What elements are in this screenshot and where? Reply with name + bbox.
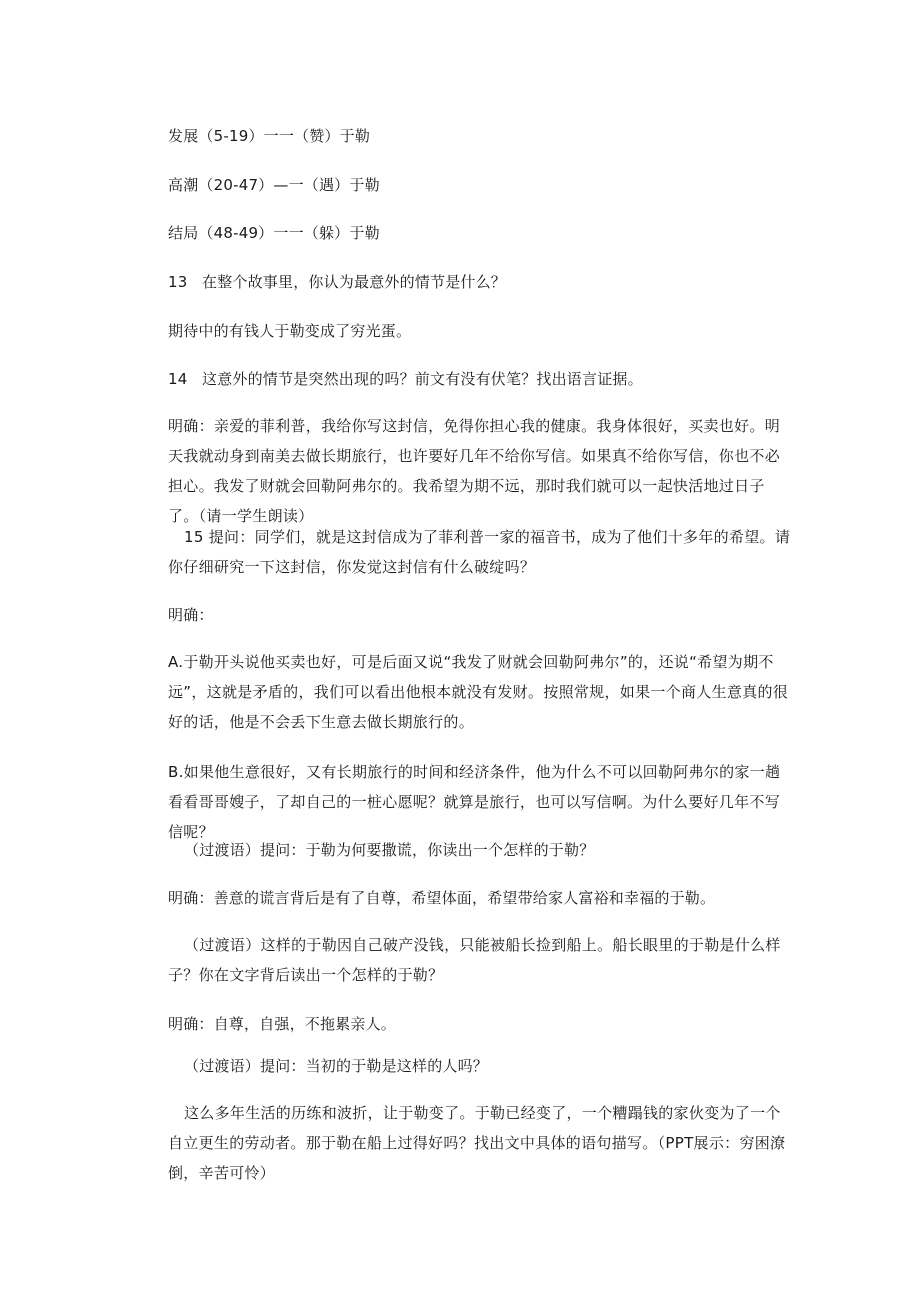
answer-15-point-a: A.于勒开头说他买卖也好，可是后面又说“我发了财就会回勒阿弗尔”的，还说“希望为期不远”，这就是矛盾的，我们可以看出他根本就没有发财。按照常规，如果一个商人生意真的很好的话，他是不会丢下生意去做长期旅行的。 bbox=[168, 653, 789, 731]
question-text: 这意外的情节是突然出现的吗？前文有没有伏笔？找出语言证据。 bbox=[202, 370, 643, 388]
question-14 bbox=[168, 369, 643, 389]
question-number: 14 bbox=[168, 370, 188, 388]
answer-15-label: 明确： bbox=[168, 606, 214, 624]
transition-3-question: （过渡语）提问：当初的于勒是这样的人吗？ bbox=[184, 1057, 489, 1075]
outline-ending: 结局（48-49）一一（躲）于勒 bbox=[168, 224, 380, 242]
transition-3-answer: 这么多年生活的历练和波折，让于勒变了。于勒已经变了，一个糟蹋钱的家伙变为了一个自立更生的劳动者。那于勒在船上过得好吗？找出文中具体的语句描写。（PPT展示：穷困潦倒，辛苦可怜） bbox=[168, 1104, 786, 1182]
answer-15-point-b: B.如果他生意很好，又有长期旅行的时间和经济条件，他为什么不可以回勒阿弗尔的家一趟看看哥哥嫂子，了却自己的一桩心愿呢？就算是旅行，也可以写信啊。为什么要好几年不写信呢？ bbox=[168, 763, 781, 841]
question-15: 15 提问：同学们，就是这封信成为了菲利普一家的福音书，成为了他们十多年的希望。请你仔细研究一下这封信，你发觉这封信有什么破绽吗？ bbox=[168, 528, 791, 576]
answer-13: 期待中的有钱人于勒变成了穷光蛋。 bbox=[168, 322, 412, 340]
transition-1-answer: 明确：善意的谎言背后是有了自尊，希望体面，希望带给家人富裕和幸福的于勒。 bbox=[168, 889, 716, 907]
question-number: 13 bbox=[168, 273, 188, 291]
answer-14: 明确：亲爱的菲利普，我给你写这封信，免得你担心我的健康。我身体很好，买卖也好。明天我就动身到南美去做长期旅行，也许要好几年不给你写信。如果真不给你写信，你也不必担心。我发了财就会回勒阿弗尔的。我希望为期不远，那时我们就可以一起快活地过日子了。（请一学生朗读） bbox=[168, 417, 781, 525]
question-13 bbox=[168, 272, 506, 292]
transition-2-question: （过渡语）这样的于勒因自己破产没钱，只能被船长捡到船上。船长眼里的于勒是什么样子？你在文字背后读出一个怎样的于勒？ bbox=[168, 936, 781, 984]
outline-climax: 高潮（20-47）—一（遇）于勒 bbox=[168, 176, 380, 194]
transition-1-question: （过渡语）提问：于勒为何要撒谎，你读出一个怎样的于勒？ bbox=[184, 841, 595, 859]
question-text: 在整个故事里，你认为最意外的情节是什么？ bbox=[202, 273, 507, 291]
outline-development: 发展（5-19）一一（赞）于勒 bbox=[168, 127, 371, 145]
transition-2-answer: 明确：自尊，自强，不拖累亲人。 bbox=[168, 1015, 397, 1033]
